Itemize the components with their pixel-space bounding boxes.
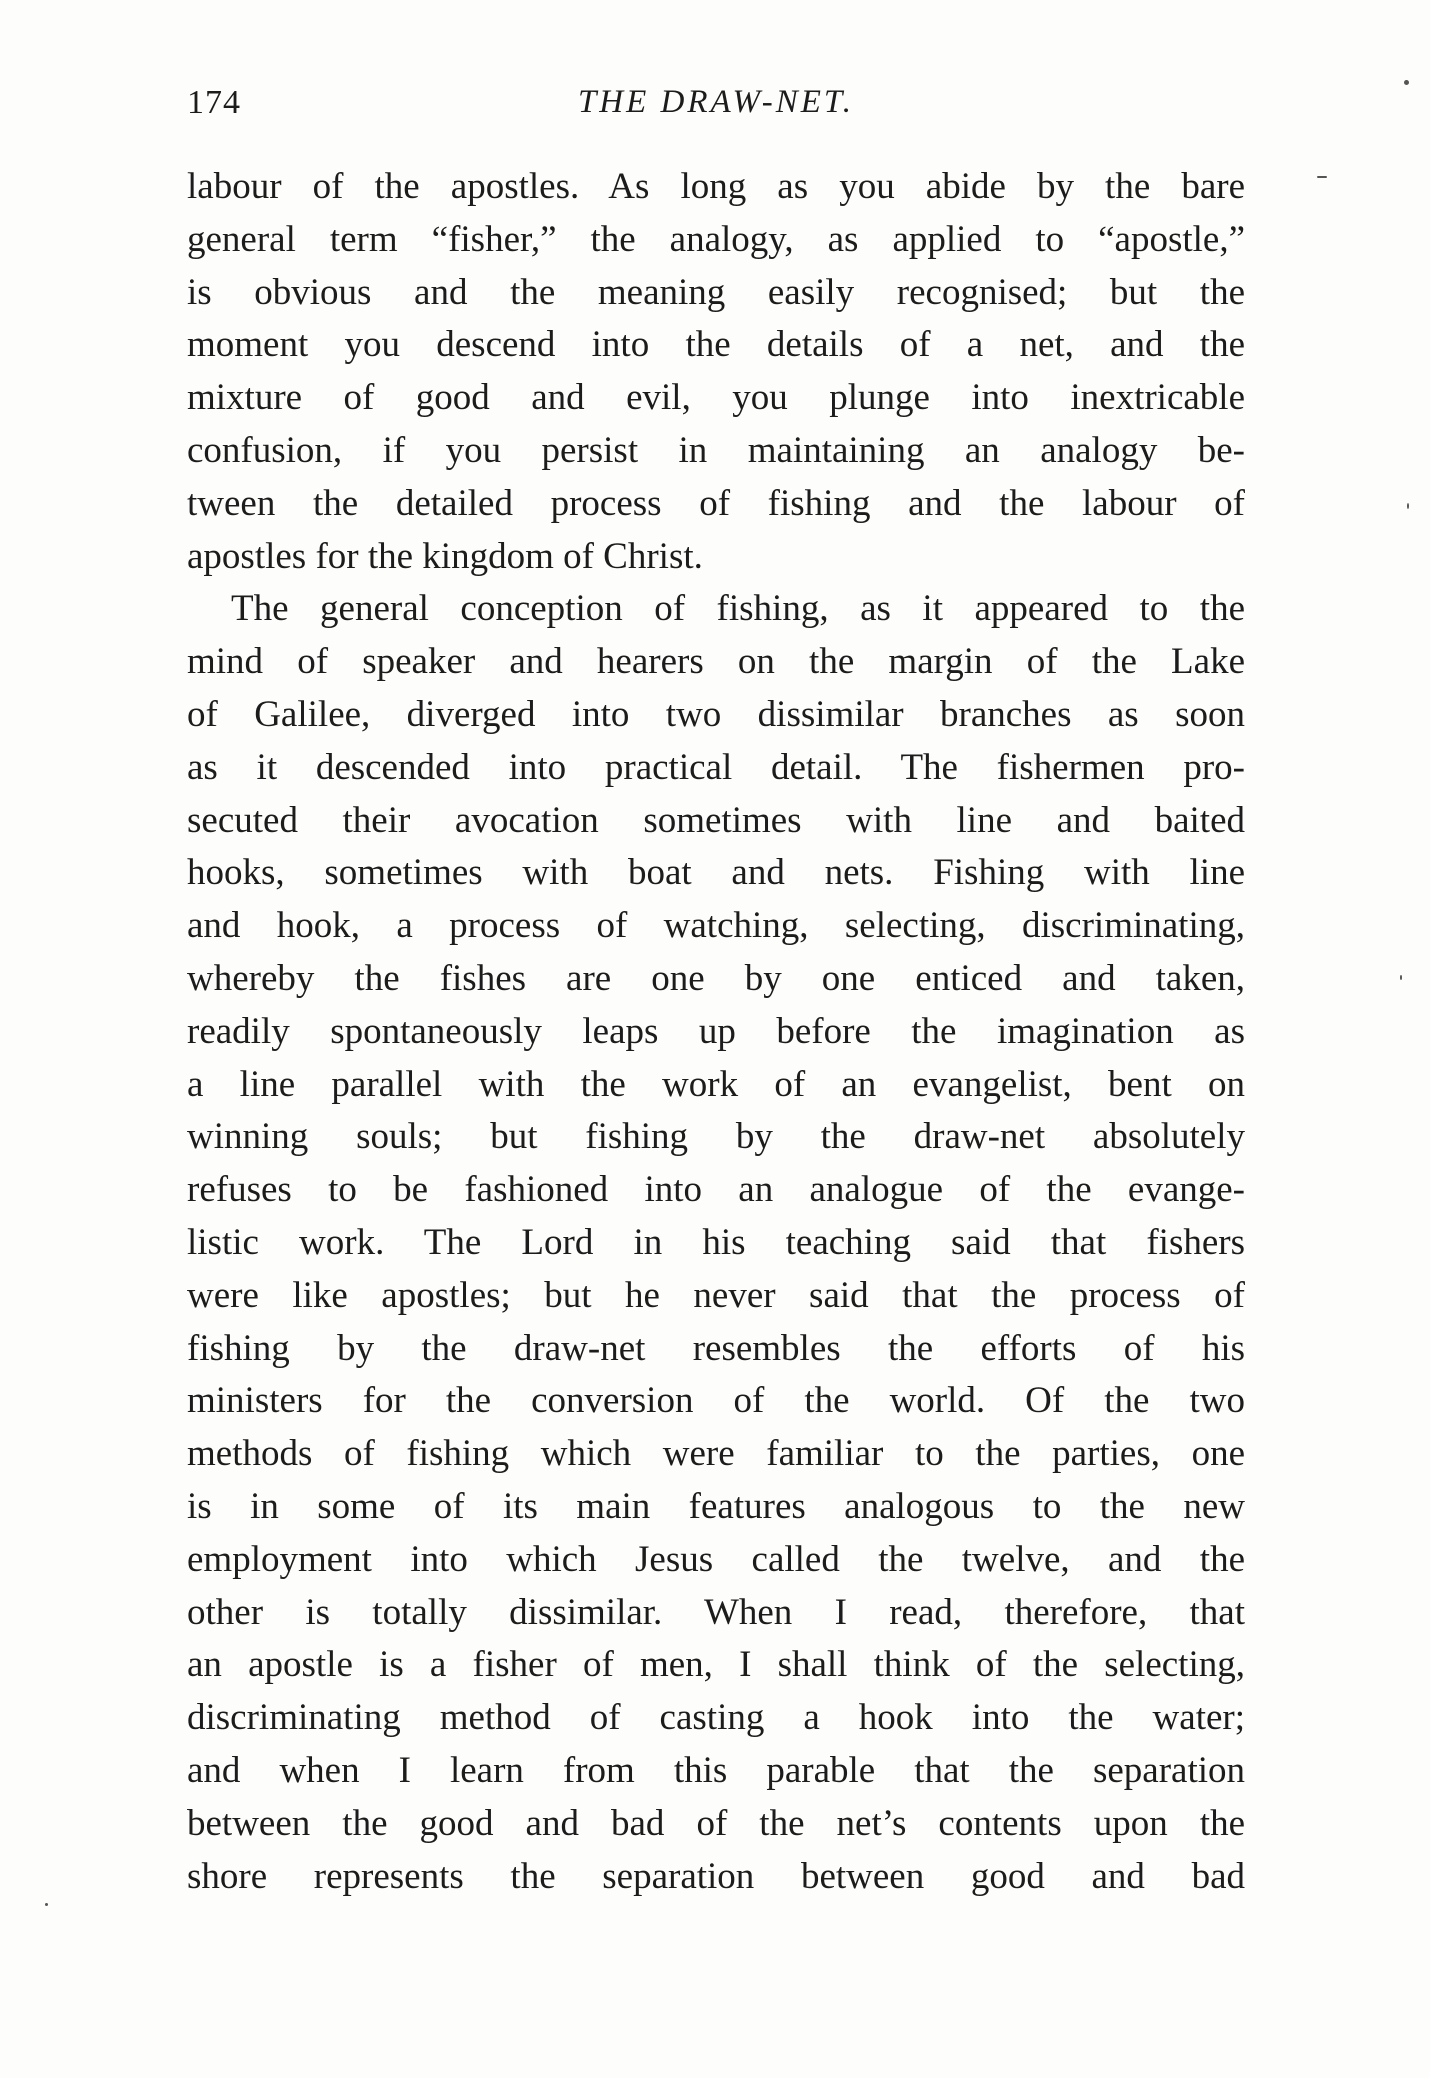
text-line: an apostle is a fisher of men, I shall think of the selecting,: [187, 1644, 1245, 1686]
text-line: shore represents the separation between good and bad: [187, 1855, 1245, 1897]
scan-speck: [1404, 80, 1409, 85]
text-line: employment into which Jesus called the twelve, and the: [187, 1538, 1245, 1580]
text-line: moment you descend into the details of a net, and the: [187, 324, 1245, 366]
scan-speck: [1400, 975, 1402, 980]
text-line: ministers for the conversion of the world. Of the two: [187, 1380, 1245, 1422]
text-line: labour of the apostles. As long as you abide by the bare: [187, 166, 1245, 207]
text-line: as it descended into practical detail. The fishermen pro-: [187, 746, 1245, 788]
scan-speck: [45, 1903, 48, 1906]
text-line: listic work. The Lord in his teaching said that fishers: [187, 1221, 1245, 1263]
text-line: general term “fisher,” the analogy, as applied to “apostle,”: [187, 218, 1245, 260]
text-line: apostles for the kingdom of Christ.: [187, 535, 703, 577]
text-line: tween the detailed process of fishing and the labour of: [187, 482, 1245, 524]
text-line: of Galilee, diverged into two dissimilar branches as soon: [187, 693, 1245, 735]
body-text: [187, 161, 1245, 1903]
text-line: fishing by the draw-net resembles the efforts of his: [187, 1327, 1245, 1369]
text-line: is obvious and the meaning easily recognised; but the: [187, 271, 1245, 313]
text-line: methods of fishing which were familiar to the parties, one: [187, 1433, 1245, 1475]
text-line: hooks, sometimes with boat and nets. Fishing with line: [187, 852, 1245, 894]
text-line: and hook, a process of watching, selecting, discriminating,: [187, 905, 1245, 947]
text-line: mind of speaker and hearers on the margin of the Lake: [187, 641, 1245, 683]
text-line: and when I learn from this parable that the separation: [187, 1749, 1245, 1791]
text-line: between the good and bad of the net’s contents upon the: [187, 1802, 1245, 1844]
running-head: [187, 84, 1245, 128]
text-line: mixture of good and evil, you plunge into inextricable: [187, 377, 1245, 419]
text-line: is in some of its main features analogous to the new: [187, 1485, 1245, 1527]
page-number: 174: [187, 84, 241, 121]
text-line: readily spontaneously leaps up before the imagination as: [187, 1010, 1245, 1052]
running-title: THE DRAW-NET.: [577, 84, 855, 120]
text-line: The general conception of fishing, as it appeared to the: [231, 588, 1245, 630]
text-line: a line parallel with the work of an evangelist, bent on: [187, 1063, 1245, 1105]
text-line: confusion, if you persist in maintaining an analogy be-: [187, 429, 1245, 471]
text-line: winning souls; but fishing by the draw-net absolutely: [187, 1116, 1245, 1158]
text-line: whereby the fishes are one by one enticed and taken,: [187, 957, 1245, 999]
text-line: secuted their avocation sometimes with line and baited: [187, 799, 1245, 841]
text-line: other is totally dissimilar. When I read, therefore, that: [187, 1591, 1245, 1633]
text-line: were like apostles; but he never said that the process of: [187, 1274, 1245, 1316]
scan-speck: [1317, 176, 1327, 178]
text-line: discriminating method of casting a hook into the water;: [187, 1697, 1245, 1739]
scan-speck: [1407, 503, 1409, 509]
text-line: refuses to be fashioned into an analogue of the evange-: [187, 1169, 1245, 1211]
